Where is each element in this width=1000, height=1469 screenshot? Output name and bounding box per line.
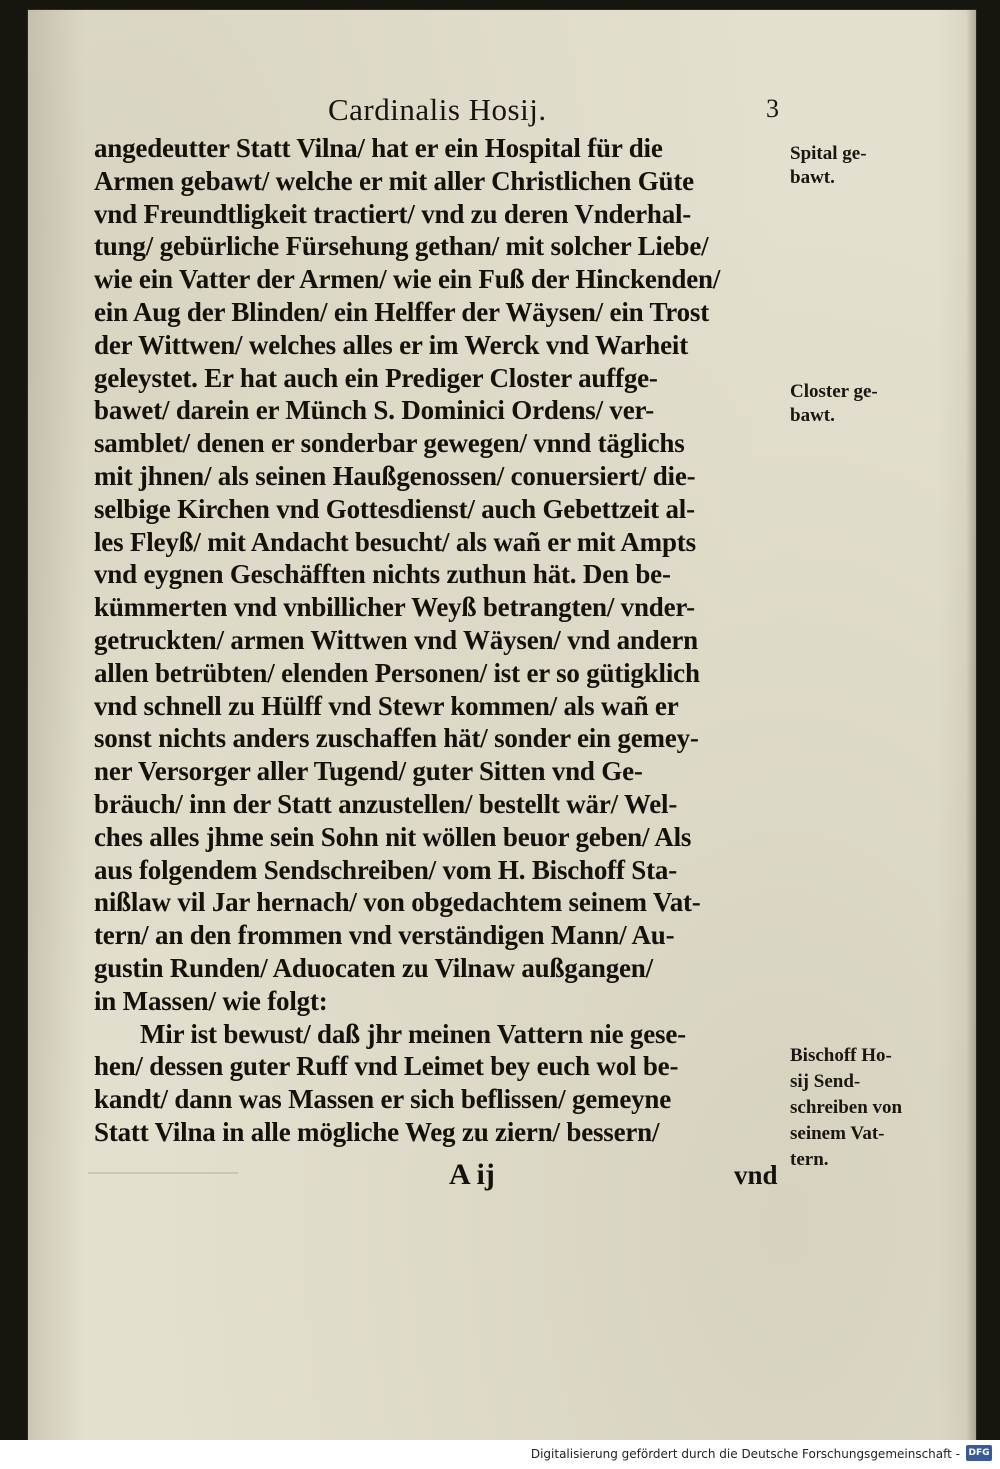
margin-note-line: bawt. bbox=[790, 405, 835, 426]
text-line: nißlaw vil Jar hernach/ von obgedachtem seinem Vat- bbox=[94, 887, 701, 918]
margin-note-line: tern. bbox=[790, 1149, 829, 1170]
margin-note-bischoff bbox=[790, 1043, 910, 1173]
text-line: gustin Runden/ Aduocaten zu Vilnaw außgangen/ bbox=[94, 952, 653, 983]
text-line: vnd schnell zu Hülff vnd Stewr kommen/ als wañ er bbox=[94, 690, 679, 721]
text-line: mit jhnen/ als seinen Haußgenossen/ conuersiert/ die- bbox=[94, 460, 696, 491]
margin-note-line: bawt. bbox=[790, 167, 835, 188]
margin-note-spital bbox=[790, 142, 910, 190]
text-line: hen/ dessen guter Ruff vnd Leimet bey euch wol be- bbox=[94, 1051, 679, 1082]
text-line: aus folgendem Sendschreiben/ vom H. Bischoff Sta- bbox=[94, 854, 677, 885]
text-line: kandt/ dann was Massen er sich beflissen/ gemeyne bbox=[94, 1084, 672, 1115]
text-line: wie ein Vatter der Armen/ wie ein Fuß der Hinckenden/ bbox=[94, 264, 721, 295]
text-line: tern/ an den frommen vnd verständigen Mann/ Au- bbox=[94, 920, 675, 951]
text-line: vnd eygnen Geschäfften nichts zuthun hät. Den be- bbox=[94, 559, 671, 590]
text-line: tung/ gebürliche Fürsehung gethan/ mit solcher Liebe/ bbox=[94, 231, 709, 262]
text-line: ches alles jhme sein Sohn nit wöllen beuor geben/ Als bbox=[94, 821, 692, 852]
margin-note-line: Bischoff Ho- bbox=[790, 1045, 892, 1066]
margin-note-line: sij Send- bbox=[790, 1071, 861, 1092]
text-line: sonst nichts anders zuschaffen hät/ sonder ein gemey- bbox=[94, 723, 699, 754]
margin-note-line: Closter ge- bbox=[790, 381, 878, 402]
page-foot bbox=[94, 1158, 794, 1198]
catchword: vnd bbox=[734, 1160, 778, 1190]
book-page bbox=[28, 10, 976, 1440]
page-number: 3 bbox=[766, 94, 779, 123]
text-line: samblet/ denen er sonderbar gewegen/ vnnd täglichs bbox=[94, 428, 685, 459]
text-line: kümmerten vnd vnbillicher Weyß betrangten/ vnder- bbox=[94, 592, 695, 623]
text-line: bawet/ darein er Münch S. Dominici Ordens/ ver- bbox=[94, 395, 655, 426]
margin-note-line: schreiben von bbox=[790, 1097, 903, 1118]
text-line: Mir ist bewust/ daß jhr meinen Vattern nie gese- bbox=[140, 1018, 686, 1049]
text-line: Armen gebawt/ welche er mit aller Christlichen Güte bbox=[94, 165, 694, 196]
body-text bbox=[94, 132, 794, 1149]
text-line: angedeutter Statt Vilna/ hat er ein Hospital für die bbox=[94, 133, 663, 163]
text-line: ein Aug der Blinden/ ein Helffer der Wäysen/ ein Trost bbox=[94, 296, 709, 327]
text-line: Statt Vilna in alle mögliche Weg zu ziern/ bessern/ bbox=[94, 1116, 660, 1147]
footer-bar bbox=[0, 1440, 1000, 1469]
text-line: ner Versorger aller Tugend/ guter Sitten vnd Ge- bbox=[94, 756, 643, 787]
text-line: geleystet. Er hat auch ein Prediger Closter auffge- bbox=[94, 362, 658, 393]
text-line: vnd Freundtligkeit tractiert/ vnd zu deren Vnderhal- bbox=[94, 198, 692, 229]
text-line: bräuch/ inn der Statt anzustellen/ bestellt wär/ Wel- bbox=[94, 788, 678, 819]
signature-mark: A ij bbox=[449, 1158, 495, 1191]
text-line: getruckten/ armen Wittwen vnd Wäysen/ vnd andern bbox=[94, 624, 698, 655]
text-line: selbige Kirchen vnd Gottesdienst/ auch Gebettzeit al- bbox=[94, 493, 695, 524]
margin-note-line: Spital ge- bbox=[790, 143, 867, 164]
margin-note-closter bbox=[790, 380, 910, 428]
footer-credit: Digitalisierung gefördert durch die Deutsche Forschungsgemeinschaft - bbox=[530, 1447, 960, 1461]
running-title: Cardinalis Hosij. bbox=[328, 92, 547, 127]
text-line: in Massen/ wie folgt: bbox=[94, 985, 328, 1016]
text-line: allen betrübten/ elenden Personen/ ist er so gütigklich bbox=[94, 657, 700, 688]
dfg-logo-icon: DFG bbox=[966, 1445, 992, 1461]
text-line: der Wittwen/ welches alles er im Werck vnd Warheit bbox=[94, 329, 688, 360]
margin-note-line: seinem Vat- bbox=[790, 1123, 885, 1144]
text-line: les Fleyß/ mit Andacht besucht/ als wañ er mit Ampts bbox=[94, 526, 696, 557]
